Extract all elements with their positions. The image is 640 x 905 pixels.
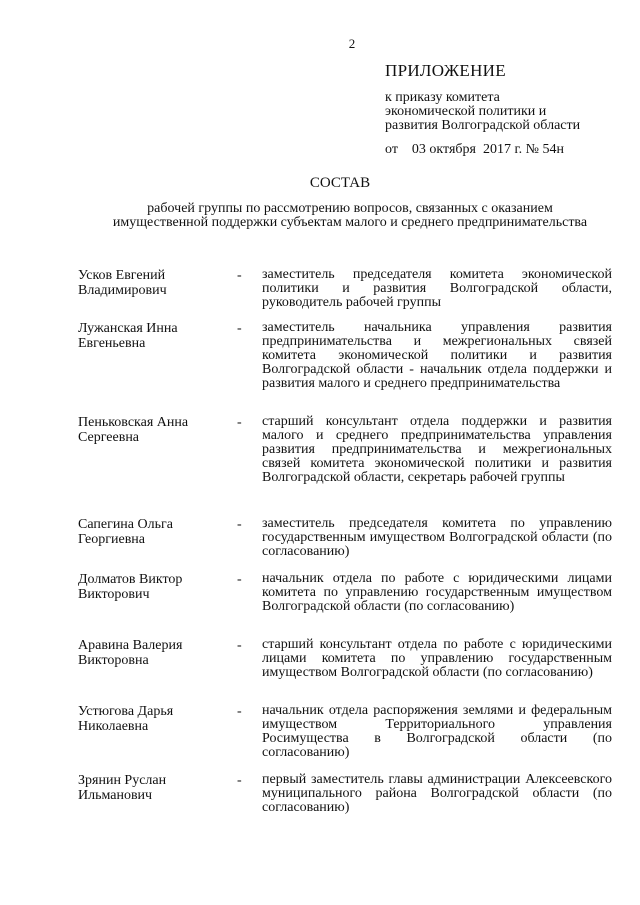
member-patronymic: Георгиевна — [78, 532, 146, 547]
member-dash: - — [237, 704, 242, 719]
member-surname-given: Устюгова Дарья — [78, 704, 174, 719]
member-name — [78, 572, 228, 602]
member-surname-given: Пеньковская Анна — [78, 415, 189, 430]
member-dash: - — [237, 517, 242, 532]
order-ref-line: экономической политики и — [385, 104, 547, 119]
member-dash: - — [237, 572, 242, 587]
member-patronymic: Викторович — [78, 587, 150, 602]
member-name — [78, 517, 228, 547]
member-role: заместитель председателя комитета экономической политики и развития Волгоградской области, руководитель рабочей группы — [262, 267, 612, 310]
member-surname-given: Аравина Валерия — [78, 638, 183, 653]
member-surname-given: Зрянин Руслан — [78, 773, 167, 788]
member-dash: - — [237, 321, 242, 336]
member-surname-given: Сапегина Ольга — [78, 517, 173, 532]
member-role: начальник отдела распоряжения землями и федеральным имуществом Территориального управления Росимущества в Волгоградской области (по согласованию) — [262, 703, 612, 760]
order-ref-line: к приказу комитета — [385, 90, 500, 105]
member-name — [78, 773, 228, 803]
document-heading: СОСТАВ — [309, 175, 371, 191]
member-surname-given: Долматов Виктор — [78, 572, 183, 587]
member-role: старший консультант отдела по работе с юридическими лицами комитета по управлению государственным имуществом Волгоградской области (по согласованию) — [262, 637, 612, 680]
member-patronymic: Владимирович — [78, 283, 167, 298]
member-dash: - — [237, 638, 242, 653]
member-name — [78, 415, 228, 445]
document-subtitle — [80, 202, 620, 230]
member-patronymic: Викторовна — [78, 653, 149, 668]
member-patronymic: Ильманович — [78, 788, 153, 803]
member-patronymic: Сергеевна — [78, 430, 140, 445]
member-role: начальник отдела по работе с юридическими лицами комитета по управлению государственным имуществом Волгоградской области (по согласованию) — [262, 571, 612, 614]
member-name — [78, 268, 228, 298]
member-role: заместитель председателя комитета по управлению государственным имуществом Волгоградской области (по согласованию) — [262, 516, 612, 559]
appendix-title: ПРИЛОЖЕНИЕ — [385, 61, 506, 80]
member-surname-given: Усков Евгений — [78, 268, 166, 283]
order-date: от 03 октября 2017 г. № 54н — [385, 142, 564, 157]
member-dash: - — [237, 415, 242, 430]
order-reference — [385, 91, 580, 133]
order-ref-line: развития Волгоградской области — [385, 118, 581, 133]
member-patronymic: Николаевна — [78, 719, 149, 734]
subtitle-line: имущественной поддержки субъектам малого и среднего предпринимательства — [112, 215, 588, 230]
member-dash: - — [237, 773, 242, 788]
member-patronymic: Евгеньевна — [78, 336, 146, 351]
member-role: заместитель начальника управления развития предпринимательства и межрегиональных связей комитета экономической политики и развития Волгоградской области - начальник отдела поддержки и развития малого и среднего предпринимательства — [262, 320, 612, 391]
member-role: старший консультант отдела поддержки и развития малого и среднего предпринимательства управления развития предпринимательства и межрегиональных связей комитета экономической политики и развития Волгоградской области, секретарь рабочей группы — [262, 414, 612, 485]
member-name — [78, 321, 228, 351]
member-role: первый заместитель главы администрации Алексеевского муниципального района Волгоградской области (по согласованию) — [262, 772, 612, 815]
member-name — [78, 638, 228, 668]
subtitle-line: рабочей группы по рассмотрению вопросов, связанных с оказанием — [147, 201, 553, 216]
page-number: 2 — [348, 36, 356, 51]
member-dash: - — [237, 268, 242, 283]
member-surname-given: Лужанская Инна — [78, 321, 178, 336]
member-name — [78, 704, 228, 734]
